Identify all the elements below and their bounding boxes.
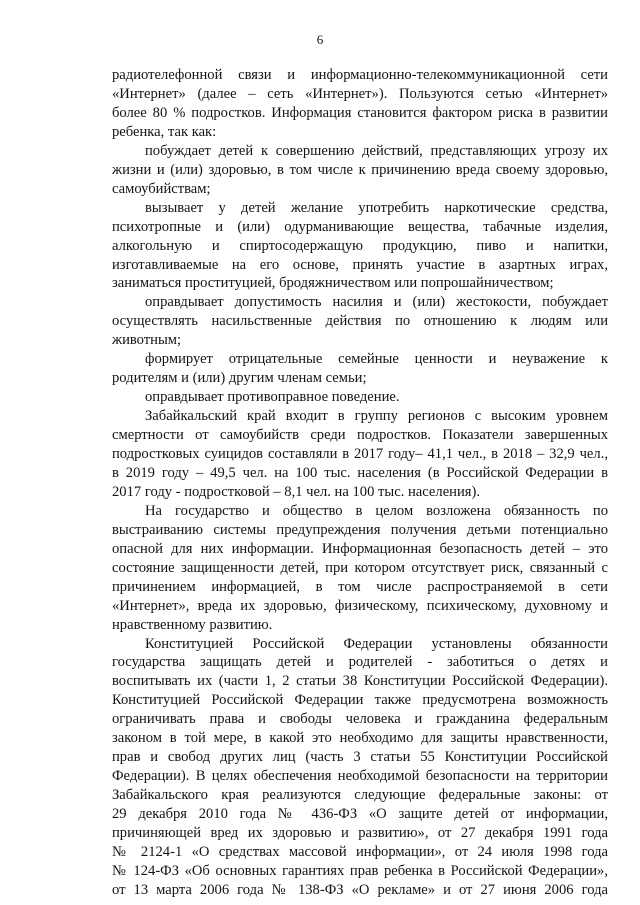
text-line: радиотелефонной связи и информационно-телекоммуникационной сети xyxy=(112,67,608,83)
text-line: выстраиванию системы предупреждения получения детьми потенциально xyxy=(112,521,608,538)
text-line: № 2124-1 «О средствах массовой информации», от 24 июля 1998 года xyxy=(112,843,608,860)
text-line: от 13 марта 2006 года № 138-ФЗ «О рекламе» и от 27 июня 2006 года xyxy=(112,881,608,898)
text-line: «Интернет», вреда их здоровью, физическому, психическому, духовному и xyxy=(112,597,608,614)
text-line: Федерации). В целях обеспечения необходимой безопасности на территории xyxy=(112,768,608,785)
text-line: причиняющей вред их здоровью и развитию», от 27 декабря 1991 года xyxy=(112,825,608,841)
text-line: законом в той мере, в какой это необходимо для защиты нравственности, xyxy=(112,730,608,747)
text-line: Забайкальский край входит в группу регионов с высоким уровнем xyxy=(145,408,608,425)
text-line: подростковых суицидов составляли в 2017 году– 41,1 чел., в 2018 – 32,9 чел., xyxy=(112,446,608,462)
text-line: опасной для них информации. Информационная безопасность детей – это xyxy=(112,540,608,557)
text-line: алкогольную и спиртосодержащую продукцию, пиво и напитки, xyxy=(112,237,608,254)
text-line: оправдывает допустимость насилия и (или) жестокости, побуждает xyxy=(145,294,608,311)
text-line: осуществлять насильственные действия по отношению к людям или xyxy=(112,313,608,330)
text-line: прав и свобод других лиц (часть 3 статьи 55 Конституции Российской xyxy=(112,749,608,766)
text-line: причинением информацией, в том числе распространяемой в сети xyxy=(112,578,608,595)
text-line: Конституцией Российской Федерации также предусмотрена возможность xyxy=(112,692,608,709)
text-line: воспитывать их (части 1, 2 статьи 38 Конституции Российской Федерации). xyxy=(112,673,608,690)
text-line: Забайкальского края реализуются следующие федеральные законы: от xyxy=(112,787,608,804)
text-line: формирует отрицательные семейные ценности и неуважение к xyxy=(145,351,608,368)
text-line: более 80 % подростков. Информация становится фактором риска в развитии xyxy=(112,104,608,121)
text-line: оправдывает противоправное поведение. xyxy=(145,389,400,406)
text-line: нравственному развитию. xyxy=(112,616,273,633)
text-line: психотропные и (или) одурманивающие вещества, табачные изделия, xyxy=(112,218,608,235)
text-line: ограничивать права и свободы человека и гражданина федеральным xyxy=(112,711,608,728)
text-line: самоубийствам; xyxy=(112,180,211,197)
text-line: На государство и общество в целом возложена обязанность по xyxy=(145,502,608,519)
text-line: побуждает детей к совершению действий, представляющих угрозу их xyxy=(145,142,608,159)
text-line: 2017 году - подростковой – 8,1 чел. на 100 тыс. населения). xyxy=(112,483,481,500)
text-line: в 2019 году – 49,5 чел. на 100 тыс. населения (в Российской Федерации в xyxy=(112,464,608,481)
text-line: государства защищать детей и родителей - заботиться о детях и xyxy=(112,654,608,671)
text-line: заниматься проституцией, бродяжничеством или попрошайничеством; xyxy=(112,275,554,292)
text-line: изготавливаемые на его основе, принять участие в азартных играх, xyxy=(112,256,608,273)
text-line: вызывает у детей желание употребить наркотические средства, xyxy=(145,199,608,216)
text-line: Конституцией Российской Федерации установлены обязанности xyxy=(145,635,608,652)
text-line: ребенка, так как: xyxy=(112,123,217,140)
page-number: 6 xyxy=(316,32,324,47)
text-line: 29 декабря 2010 года № 436-ФЗ «О защите детей от информации, xyxy=(112,806,608,822)
text-line: № 124-ФЗ «Об основных гарантиях прав ребенка в Российской Федерации», xyxy=(112,862,608,879)
text-line: смертности от самоубийств среди подростков. Показатели завершенных xyxy=(112,427,608,444)
text-line: родителям и (или) другим членам семьи; xyxy=(112,370,367,387)
text-line: животным; xyxy=(112,332,182,349)
text-line: «Интернет» (далее – сеть «Интернет»). Пользуются сетью «Интернет» xyxy=(112,86,608,102)
text-line: состояние защищенности детей, при котором отсутствует риск, связанный с xyxy=(112,559,608,576)
text-line: жизни и (или) здоровью, в том числе к причинению вреда своему здоровью, xyxy=(112,161,608,178)
